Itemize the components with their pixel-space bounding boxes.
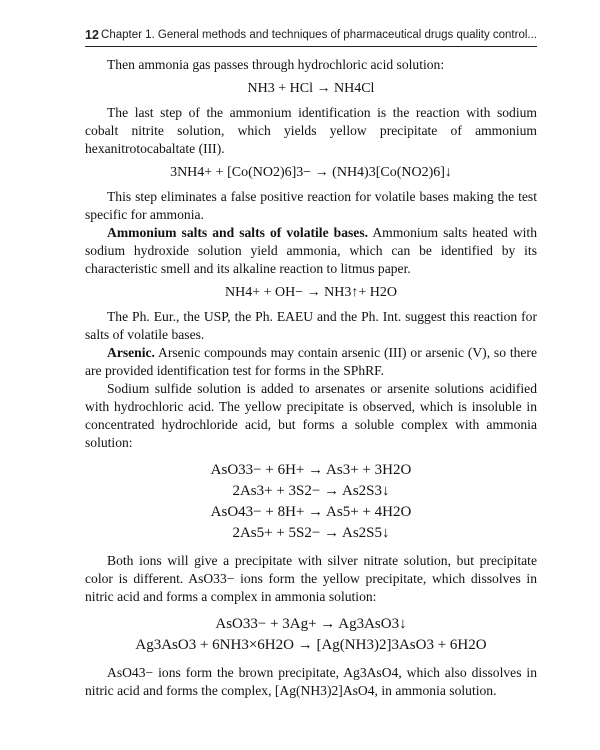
paragraph-ammonia-gas: Then ammonia gas passes through hydrochloric acid solution:	[107, 57, 445, 72]
running-header	[85, 26, 537, 47]
paragraph-silver-nitrate: Both ions will give a precipitate with silver nitrate solution, but precipitate color is different. AsO33− ions form the yellow precipitate, which dissolves in nitric acid and forms a complex in ammonia solution:	[85, 553, 537, 604]
heading-ammonium-salts: Ammonium salts and salts of volatile bases.	[107, 225, 369, 240]
paragraph-pharmacopoeias: The Ph. Eur., the USP, the Ph. EAEU and the Ph. Int. suggest this reaction for salts of volatile bases.	[85, 309, 537, 342]
equation-block-arsenic	[85, 460, 537, 544]
equation-nh3-hcl: NH3 + HCl → NH4Cl	[247, 81, 375, 96]
equation-ag3aso3-nh3: Ag3AsO3 + 6NH3×6H2O → [Ag(NH3)2]3AsO3 + 6H2O	[135, 637, 487, 653]
text-ammonium-salts: Ammonium salts heated with sodium hydroxide solution yield ammonia, which can be identified by its characteristic smell and its alkaline reaction to litmus paper.	[85, 225, 537, 276]
paragraph-false-positive: This step eliminates a false positive reaction for volatile bases making the test specific for ammonia.	[85, 189, 537, 222]
equation-as3-s: 2As3+ + 3S2− → As2S3↓	[232, 483, 390, 499]
heading-arsenic: Arsenic.	[107, 345, 155, 360]
equation-nh4-oh: NH4+ + OH− → NH3↑+ H2O	[225, 285, 397, 300]
equation-aso4-h: AsO43− + 8H+ → As5+ + 4H2O	[210, 504, 412, 520]
page-number: 12	[85, 28, 99, 42]
paragraph-brown-precipitate: AsO43− ions form the brown precipitate, Ag3AsO4, which also dissolves in nitric acid and forms the complex, [Ag(NH3)2]AsO4, in ammonia solution.	[85, 665, 537, 698]
equation-as5-s: 2As5+ + 5S2− → As2S5↓	[232, 525, 390, 541]
equation-block-silver	[85, 614, 537, 656]
equation-cobalt-precipitate: 3NH4+ + [Co(NO2)6]3− → (NH4)3[Co(NO2)6]↓	[170, 165, 452, 180]
paragraph-ammonium-salts	[85, 224, 537, 278]
paragraph-sodium-sulfide: Sodium sulfide solution is added to arsenates or arsenite solutions acidified with hydrochloric acid. The yellow precipitate is observed, which is insoluble in concentrated hydrochloride acid, but forms a soluble complex with ammonia solution:	[85, 381, 537, 450]
equation-aso3-h: AsO33− + 6H+ → As3+ + 3H2O	[210, 462, 412, 478]
page-body	[85, 56, 537, 700]
running-title: Chapter 1. General methods and techniques of pharmaceutical drugs quality control...	[101, 29, 537, 41]
equation-aso3-ag: AsO33− + 3Ag+ → Ag3AsO3↓	[215, 616, 407, 632]
paragraph-cobalt-nitrite: The last step of the ammonium identification is the reaction with sodium cobalt nitrite solution, which yields yellow precipitate of ammonium hexanitrotocabaltate (III).	[85, 105, 537, 156]
paragraph-arsenic	[85, 344, 537, 380]
text-arsenic: Arsenic compounds may contain arsenic (III) or arsenic (V), so there are provided identification test for forms in the SPhRF.	[85, 345, 537, 378]
